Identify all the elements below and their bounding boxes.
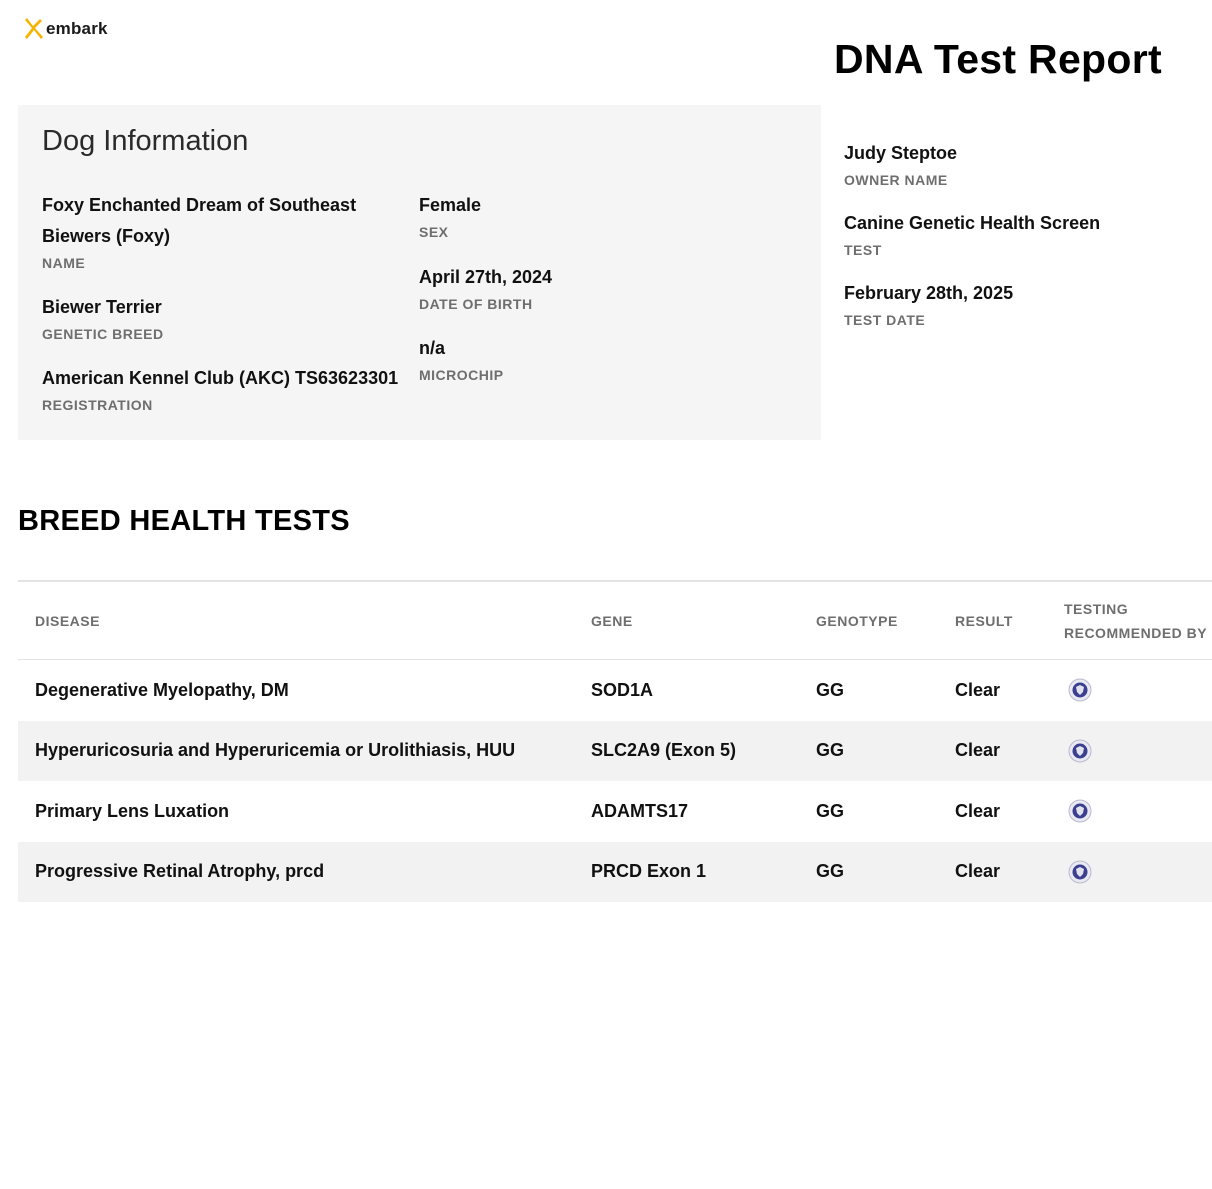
column-recommended-line-1: TESTING <box>1064 600 1129 617</box>
genetic-breed-label: GENETIC BREED <box>42 326 164 342</box>
recommended-cell <box>1063 860 1212 884</box>
gene-cell: SLC2A9 (Exon 5) <box>591 740 737 761</box>
test-date-value: February 28th, 2025 <box>844 283 1014 303</box>
table-row <box>18 842 1212 903</box>
test-label: TEST <box>844 242 882 258</box>
genotype-cell: GG <box>816 679 845 700</box>
breed-health-table <box>18 580 1212 902</box>
owner-name-label: OWNER NAME <box>844 172 948 188</box>
genotype-cell: GG <box>816 861 845 882</box>
date-of-birth-label: DATE OF BIRTH <box>419 296 533 312</box>
ofa-seal-icon <box>1068 860 1092 884</box>
embark-star-icon <box>22 18 44 40</box>
result-cell: Clear <box>955 679 1001 700</box>
column-gene: GENE <box>591 612 633 629</box>
registration-field <box>42 363 398 414</box>
gene-cell: SOD1A <box>591 679 654 700</box>
gene-cell: PRCD Exon 1 <box>591 861 707 882</box>
genetic-breed-value: Biewer Terrier <box>42 297 162 317</box>
recommended-cell <box>1063 678 1212 702</box>
breed-health-tests-title: BREED HEALTH TESTS <box>18 505 350 537</box>
registration-value: American Kennel Club (AKC) TS63623301 <box>42 368 399 388</box>
table-row <box>18 660 1212 721</box>
gene-cell: ADAMTS17 <box>591 800 689 821</box>
owner-name-field <box>844 138 1100 189</box>
dog-information-title: Dog Information <box>42 125 249 157</box>
result-cell: Clear <box>955 740 1001 761</box>
column-genotype: GENOTYPE <box>816 612 898 629</box>
table-row <box>18 781 1212 842</box>
ofa-seal-icon <box>1068 799 1092 823</box>
dog-name-label: NAME <box>42 255 86 271</box>
registration-label: REGISTRATION <box>42 397 153 413</box>
table-row <box>18 721 1212 782</box>
disease-cell: Primary Lens Luxation <box>35 800 230 821</box>
logo-text: embark <box>46 19 108 38</box>
microchip-label: MICROCHIP <box>419 367 504 383</box>
column-disease: DISEASE <box>35 612 100 629</box>
sex-value: Female <box>419 195 482 215</box>
test-field <box>844 208 1100 259</box>
ofa-seal-icon <box>1068 739 1092 763</box>
date-of-birth-value: April 27th, 2024 <box>419 267 553 287</box>
date-of-birth-field <box>419 262 552 313</box>
owner-name-value: Judy Steptoe <box>844 143 958 163</box>
genetic-breed-field <box>42 292 164 343</box>
recommended-cell <box>1063 739 1212 763</box>
column-recommended-by <box>1063 597 1212 645</box>
recommended-cell <box>1063 799 1212 823</box>
test-date-field <box>844 278 1100 329</box>
column-result: RESULT <box>955 612 1013 629</box>
disease-cell: Progressive Retinal Atrophy, prcd <box>35 861 325 882</box>
test-information <box>844 138 1100 348</box>
dog-name-value: Foxy Enchanted Dream of Southeast Biewers (Foxy) <box>42 195 357 246</box>
ofa-seal-icon <box>1068 678 1092 702</box>
column-recommended-line-2: RECOMMENDED BY <box>1064 624 1208 641</box>
result-cell: Clear <box>955 800 1001 821</box>
disease-cell: Degenerative Myelopathy, DM <box>35 679 289 700</box>
dog-name-field <box>42 190 402 272</box>
embark-logo <box>22 18 108 40</box>
test-value: Canine Genetic Health Screen <box>844 213 1101 233</box>
test-date-label: TEST DATE <box>844 312 926 328</box>
sex-field <box>419 190 481 241</box>
report-title: DNA Test Report <box>834 36 1162 82</box>
table-header <box>18 582 1212 660</box>
sex-label: SEX <box>419 224 449 240</box>
microchip-value: n/a <box>419 338 446 358</box>
disease-cell: Hyperuricosuria and Hyperuricemia or Urolithiasis, HUU <box>35 740 516 761</box>
microchip-field <box>419 333 504 384</box>
dog-information-panel <box>18 105 821 440</box>
result-cell: Clear <box>955 861 1001 882</box>
genotype-cell: GG <box>816 740 845 761</box>
genotype-cell: GG <box>816 800 845 821</box>
